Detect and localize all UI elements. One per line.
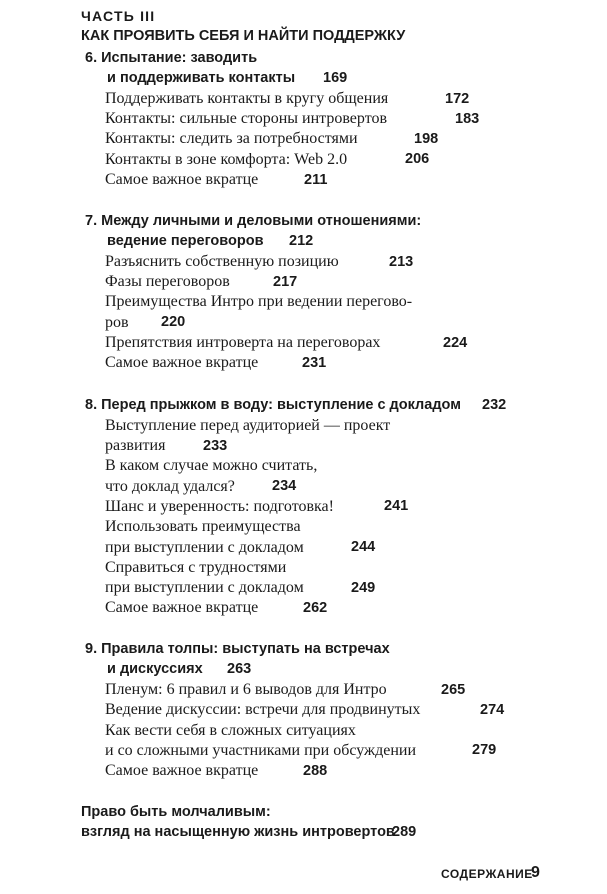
chapter-9-page: 263 xyxy=(227,661,252,677)
toc-entry-page: 217 xyxy=(273,274,298,290)
toc-entry-title: Поддерживать контакты в кругу общения xyxy=(105,90,389,107)
toc-entry-page: 244 xyxy=(351,539,376,555)
chapter-7-title-line2: ведение переговоров xyxy=(107,233,264,249)
toc-entry-title-line1: В каком случае можно считать, xyxy=(105,457,318,474)
toc-entry-page: 211 xyxy=(304,172,328,188)
toc-entry-title-line2: и со сложными участниками при обсуждении xyxy=(105,742,417,759)
closing-title-line1: Право быть молчаливым: xyxy=(81,804,271,820)
toc-entry-title: Контакты: сильные стороны интровертов xyxy=(105,110,388,127)
toc-entry-title: Разъяснить собственную позицию xyxy=(105,253,339,270)
toc-entry-page: 262 xyxy=(303,600,328,616)
chapter-8-page: 232 xyxy=(482,397,507,413)
toc-entry-title: Самое важное вкратце xyxy=(105,762,259,779)
toc-entry-page: 241 xyxy=(384,498,409,514)
footer-page-number: 9 xyxy=(531,864,540,881)
toc-entry-title: Контакты: следить за потребностями xyxy=(105,130,358,147)
toc-entry-title: Контакты в зоне комфорта: Web 2.0 xyxy=(105,151,348,168)
toc-entry-title: Ведение дискуссии: встречи для продвинутых xyxy=(105,701,421,718)
toc-entry-title-line2: при выступлении с докладом xyxy=(105,539,304,556)
toc-entry-page: 183 xyxy=(455,111,480,127)
toc-entry-title: Самое важное вкратце xyxy=(105,171,259,188)
toc-entry-title-line2: развития xyxy=(105,437,166,454)
toc-entry-page: 288 xyxy=(303,763,328,779)
toc-entry-title: Препятствия интроверта на переговорах xyxy=(105,334,381,351)
toc-entry-page: 234 xyxy=(272,478,297,494)
toc-entry-page: 279 xyxy=(472,742,497,758)
toc-entry-page: 220 xyxy=(161,314,186,330)
toc-entry-page: 274 xyxy=(480,702,505,718)
closing-title-line2: взгляд на насыщенную жизнь интровертов xyxy=(81,824,395,840)
toc-entry-title-line2: что доклад удался? xyxy=(105,478,235,495)
chapter-8-title: 8. Перед прыжком в воду: выступление с докладом xyxy=(85,397,461,413)
part-label: ЧАСТЬ III xyxy=(81,8,156,24)
toc-entry-title: Самое важное вкратце xyxy=(105,599,259,616)
toc-entry-page: 265 xyxy=(441,682,466,698)
toc-entry-page: 249 xyxy=(351,580,376,596)
toc-entry-title: Фазы переговоров xyxy=(105,273,230,290)
toc-entry-title: Пленум: 6 правил и 6 выводов для Интро xyxy=(105,681,387,698)
toc-entry-page: 172 xyxy=(445,91,470,107)
footer-running-title: СОДЕРЖАНИЕ xyxy=(441,867,533,881)
chapter-7-title-line1: 7. Между личными и деловыми отношениями: xyxy=(85,213,422,229)
chapter-6-page: 169 xyxy=(323,70,348,86)
toc-entry-title: Шанс и уверенность: подготовка! xyxy=(105,498,334,515)
toc-entry-page: 224 xyxy=(443,335,468,351)
toc-entry-title-line1: Преимущества Интро при ведении перегово- xyxy=(105,293,413,310)
chapter-9-title-line2: и дискуссиях xyxy=(107,661,203,677)
toc-entry-title-line1: Как вести себя в сложных ситуациях xyxy=(105,722,356,739)
toc-entry-page: 206 xyxy=(405,151,430,167)
part-title: КАК ПРОЯВИТЬ СЕБЯ И НАЙТИ ПОДДЕРЖКУ xyxy=(81,28,406,44)
chapter-6-title-line2: и поддерживать контакты xyxy=(107,70,296,86)
toc-entry-title-line2: при выступлении с докладом xyxy=(105,579,304,596)
toc-entry-title-line1: Справиться с трудностями xyxy=(105,559,287,576)
chapter-7-page: 212 xyxy=(289,233,314,249)
closing-page: 289 xyxy=(392,824,417,840)
toc-entry-page: 231 xyxy=(302,355,327,371)
toc-entry-page: 233 xyxy=(203,438,228,454)
toc-entry-title-line1: Использовать преимущества xyxy=(105,518,301,535)
toc-entry-title: Самое важное вкратце xyxy=(105,354,259,371)
toc-entry-title-line2: ров xyxy=(105,314,129,331)
chapter-6-title-line1: 6. Испытание: заводить xyxy=(85,50,258,66)
toc-entry-title-line1: Выступление перед аудиторией — проект xyxy=(105,417,391,434)
toc-entry-page: 213 xyxy=(389,254,414,270)
chapter-9-title-line1: 9. Правила толпы: выступать на встречах xyxy=(85,641,390,657)
toc-entry-page: 198 xyxy=(414,131,439,147)
